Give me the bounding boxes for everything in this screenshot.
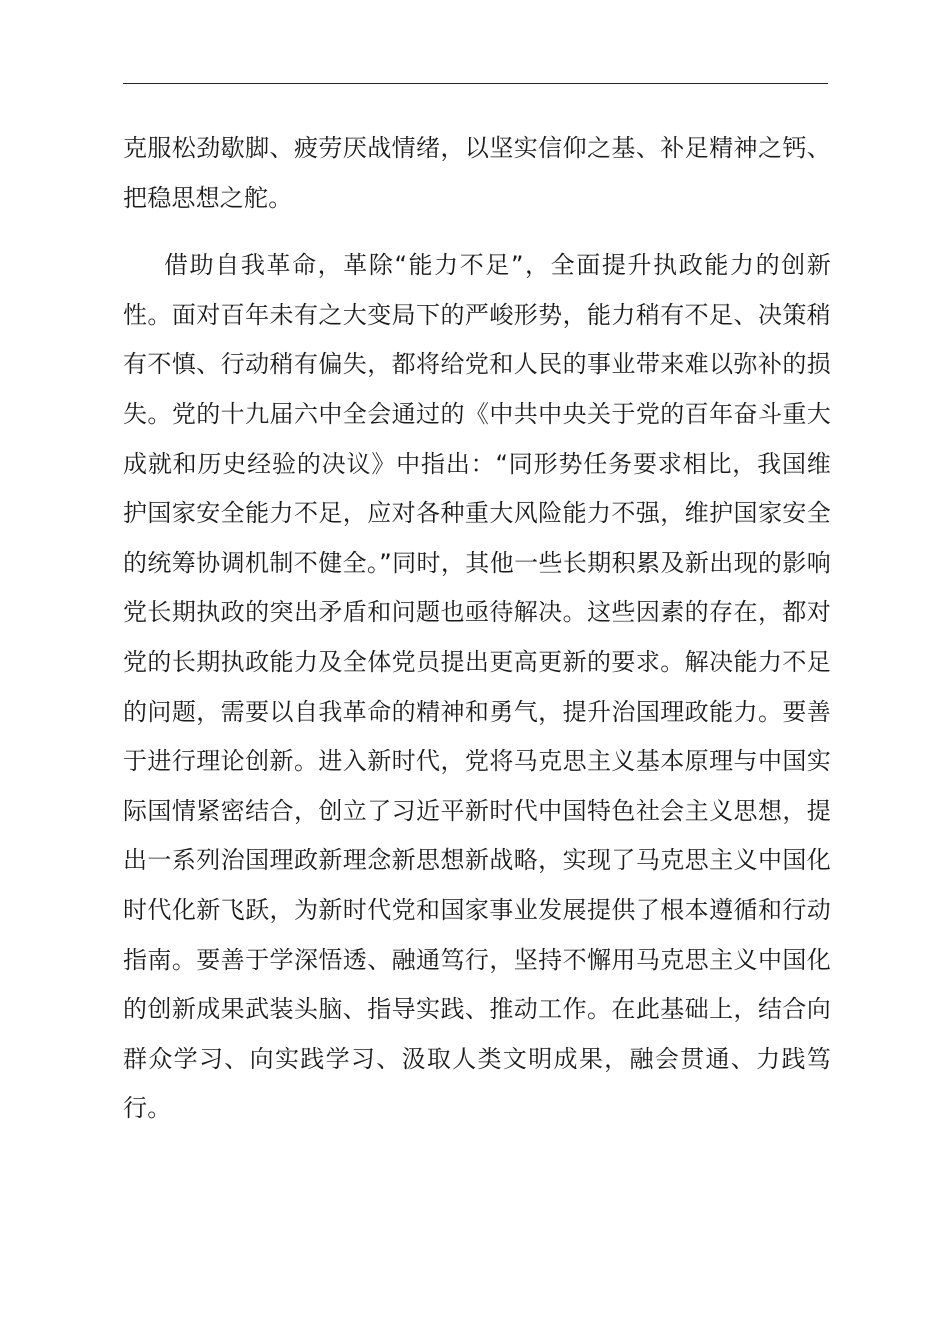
header-rule xyxy=(123,83,828,84)
paragraph-ability-shortfall: 借助自我革命，革除“能力不足”，全面提升执政能力的创新性。面对百年未有之大变局下的严峻形势，能力稍有不足、决策稍有不慎、行动稍有偏失，都将给党和人民的事业带来难以弥补的损失。党的十九届六中全会通过的《中共中央关于党的百年奋斗重大成就和历史经验的决议》中指出：“同形势任务要求相比，我国维护国家安全能力不足，应对各种重大风险能力不强，维护国家安全的统筹协调机制不健全。”同时，其他一些长期积累及新出现的影响党长期执政的突出矛盾和问题也亟待解决。这些因素的存在，都对党的长期执政能力及全体党员提出更高更新的要求。解决能力不足的问题，需要以自我革命的精神和勇气，提升治国理政能力。要善于进行理论创新。进入新时代，党将马克思主义基本原理与中国实际国情紧密结合，创立了习近平新时代中国特色社会主义思想，提出一系列治国理政新理念新思想新战略，实现了马克思主义中国化时代化新飞跃，为新时代党和国家事业发展提供了根本遵循和行动指南。要善于学深悟透、融通笃行，坚持不懈用马克思主义中国化的创新成果武装头脑、指导实践、推动工作。在此基础上，结合向群众学习、向实践学习、汲取人类文明成果，融会贯通、力践笃行。 xyxy=(123,251,831,1123)
paragraph-continuation: 克服松劲歇脚、疲劳厌战情绪，以坚实信仰之基、补足精神之钙、把稳思想之舵。 xyxy=(123,134,831,212)
document-body xyxy=(123,124,831,1134)
